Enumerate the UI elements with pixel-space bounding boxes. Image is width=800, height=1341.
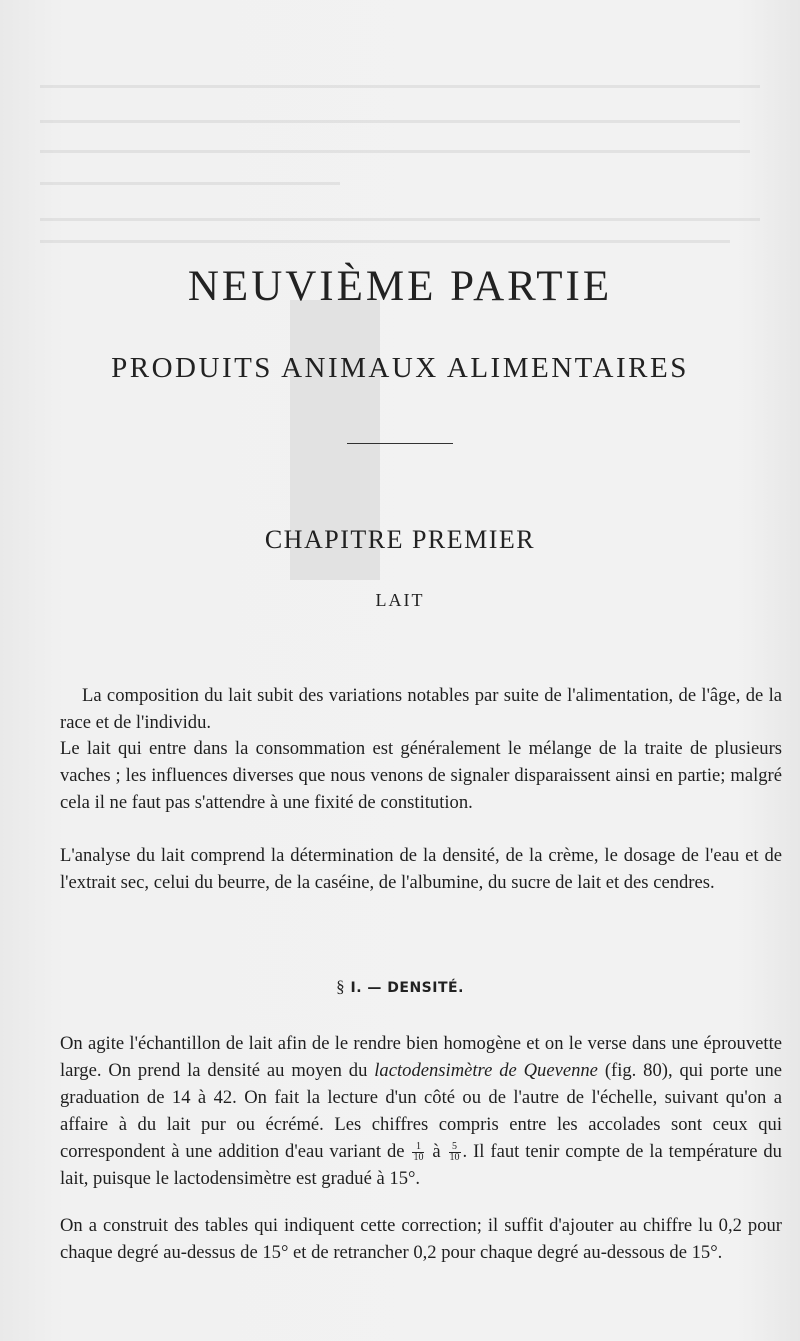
section-symbol: §	[336, 977, 346, 996]
part-title: NEUVIÈME PARTIE	[187, 263, 613, 310]
instrument-name: lactodensimètre de Quevenne	[374, 1060, 598, 1081]
fraction-connector: à	[432, 1141, 441, 1162]
chapter-subtitle: LAIT	[375, 590, 425, 610]
paragraph-2	[60, 735, 782, 816]
paragraph-1-text: La composition du lait subit des variations notables par suite de l'alimentation, de l'âge, de la race et de l'individu.	[60, 685, 782, 733]
paragraph-1	[60, 682, 782, 736]
chapter-title: CHAPITRE PREMIER	[264, 525, 536, 554]
paragraph-4	[60, 1030, 782, 1192]
paragraph-3-text: L'analyse du lait comprend la détermination de la densité, de la crème, le dosage de l'eau et de l'extrait sec, celui du beurre, de la caséine, de l'albumine, du sucre de lait et des cendres.	[60, 845, 782, 893]
part-subtitle: PRODUITS ANIMAUX ALIMENTAIRES	[111, 352, 689, 384]
paragraph-5	[60, 1212, 782, 1266]
paragraph-5-text: On a construit des tables qui indiquent cette correction; il suffit d'ajouter au chiffre lu 0,2 pour chaque degré au-dessus de 15° et de retrancher 0,2 pour chaque degré au-dessous de 15°.	[60, 1215, 782, 1263]
title-divider	[347, 443, 453, 444]
paragraph-4-text-b: (fig. 80), qui porte une graduation de 14 à 42. On fait la lecture d'un côté ou de l'autre de l'échelle, suivant qu'on a affaire à du lait pur ou écrémé. Les chiffres compris entre les accolades sont ceux qui correspondent à une addition d'eau variant de	[60, 1060, 782, 1162]
section-heading	[0, 977, 800, 997]
paragraph-4-text-c: . Il faut tenir compte de la température du lait, puisque le lactodensimètre est gradué à 15°.	[60, 1141, 782, 1189]
section-label: I. — DENSITÉ.	[350, 980, 464, 996]
paragraph-3	[60, 842, 782, 896]
paragraph-2-text: Le lait qui entre dans la consommation est généralement le mélange de la traite de plusieurs vaches ; les influences diverses que nous venons de signaler disparaissent ainsi en partie; malgré cela il ne faut pas s'attendre à une fixité de constitution.	[60, 738, 782, 813]
fraction-five-tenths: $\frac{5}{10}$	[449, 1141, 460, 1164]
fraction-one-tenth: $\frac{1}{10}$	[413, 1141, 424, 1164]
paragraph-4-text-a: On agite l'échantillon de lait afin de le rendre bien homogène et on le verse dans une éprouvette large. On prend la densité au moyen du	[60, 1033, 782, 1081]
